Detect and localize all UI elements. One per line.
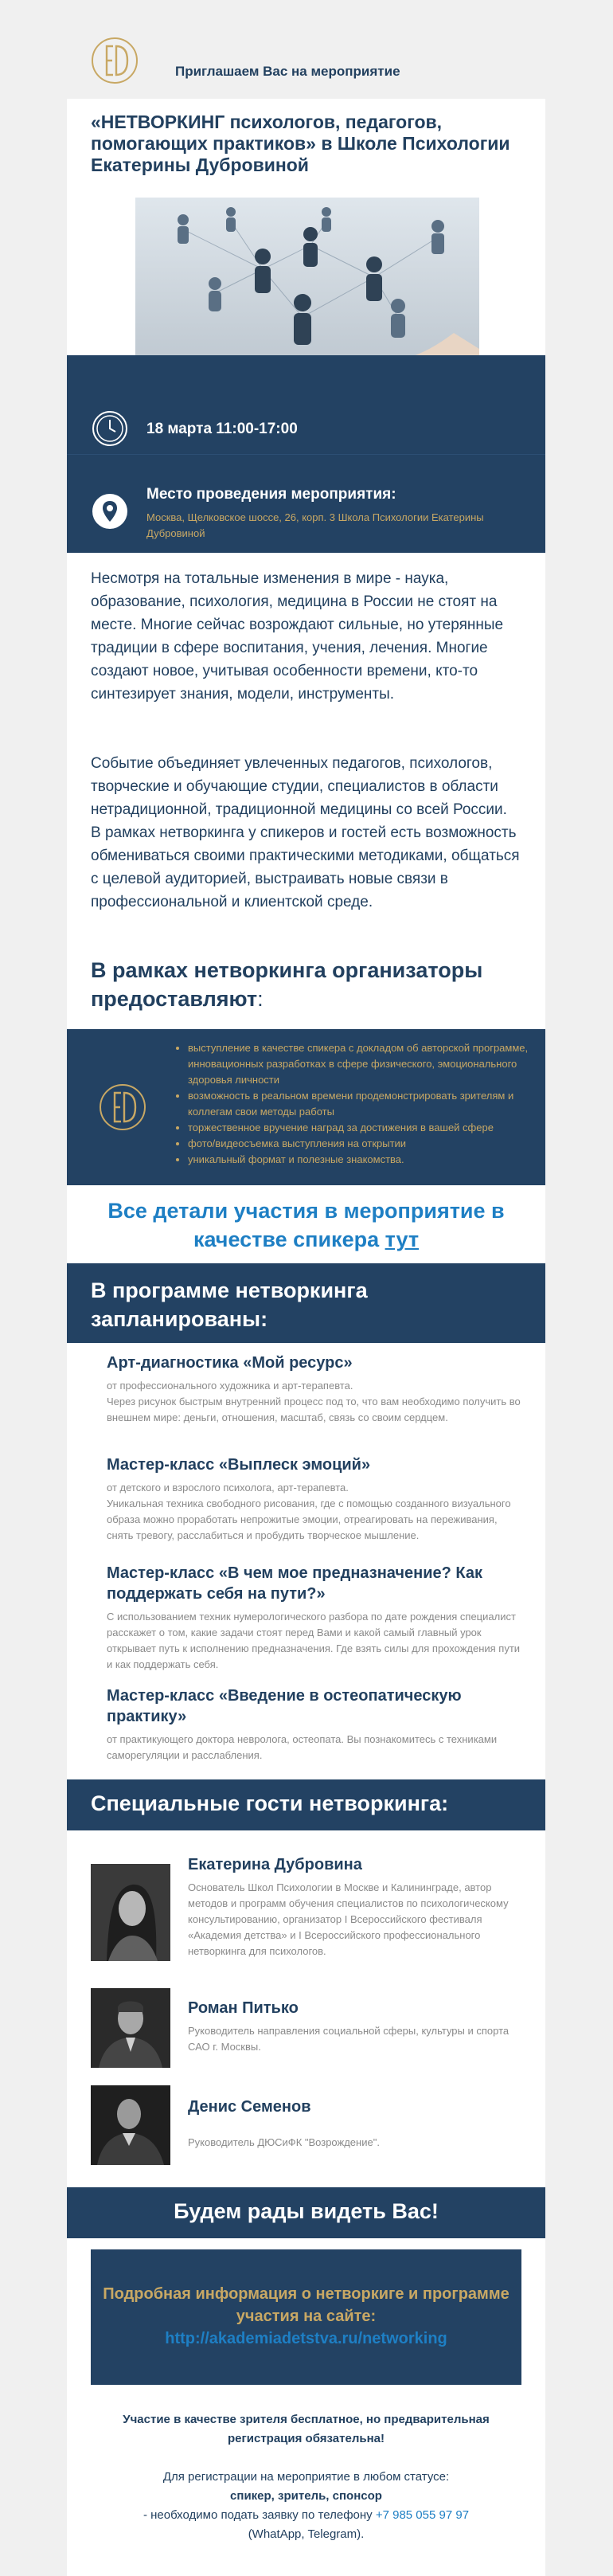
guests-heading-section	[67, 1779, 545, 1830]
registration-statuses-text: спикер, зритель, спонсор	[230, 2489, 382, 2503]
program-item-title: Мастер-класс «Введение в остеопатическую практику»	[107, 1687, 462, 1725]
description-section	[67, 553, 545, 1029]
guest-photo-avatar	[91, 2085, 170, 2165]
speaker-details	[67, 1196, 545, 1254]
event-title-section	[67, 99, 545, 355]
clock-icon	[91, 409, 129, 448]
benefit-item: • уникальный формат и полезные знакомства.	[188, 1152, 533, 1168]
benefit-item: • выступление в качестве спикера с докладом об авторской программе, инновационных разработках в сфере физического, эмоционального здоровья личности	[188, 1040, 533, 1088]
description-paragraph-2: Событие объединяет увлеченных педагогов, психологов, творческие и обучающие студии, специалистов в области нетрадиционной, традиционной медицины со всей России. В рамках нетворкинга у спикеров и гостей есть возможность обмениваться своими практическими методиками, общаться с целевой аудиторией, выстраивать новые связи в профессиональной и клиентской среде.	[91, 755, 520, 910]
registration-line: Для регистрации на мероприятие в любом статусе:	[162, 2470, 450, 2484]
guest-description: Руководитель направления социальной сферы, культуры и спорта САО г. Москвы.	[188, 2025, 510, 2053]
provide-heading-text: В рамках нетворкинга организаторы предоставляют	[91, 958, 483, 1011]
speaker-details-link[interactable]: тут	[385, 1227, 420, 1251]
program-item-text: от профессионального художника и арт-терапевта. Через рисунок быстрым внутренний процесс под то, что вам необходимо получить во внешнем мире: деньги, отношения, масштаб, связь со своим сердцем.	[107, 1380, 521, 1423]
guest-name: Денис Семенов	[188, 2098, 311, 2116]
site-info-text: Подробная информация о нетворкиге и программе участия на сайте:	[103, 2285, 510, 2325]
guest-name: Екатерина Дубровина	[188, 1856, 362, 1873]
program-item-text: от практикующего доктора невролога, остеопата. Вы познакомитесь с техниками саморегуляции и расслабления.	[107, 1733, 498, 1761]
event-title: «НЕТВОРКИНГ психологов, педагогов, помогающих практиков» в Школе Психологии Екатерины Дубровиной	[91, 112, 510, 175]
school-logo-icon	[97, 1082, 148, 1133]
place-title: Место проведения мероприятия:	[146, 486, 396, 503]
guest-name: Роман Питько	[188, 1999, 299, 2017]
event-datetime: 18 марта 11:00-17:00	[146, 421, 298, 437]
email-header	[67, 0, 545, 99]
header-title: Приглашаем Вас на мероприятие	[175, 64, 400, 79]
program-item-text: от детского и взрослого психолога, арт-терапевта. Уникальная техника свободного рисования, где с помощью созданного визуального образа можно проработать непрожитые эмоции, отреагировать на переживания, снять тревогу, расслабиться и пробудить творческое мышление.	[107, 1482, 511, 1541]
speaker-details-text: Все детали участия в мероприятие в качестве спикера	[107, 1199, 505, 1251]
guest-photo-avatar	[91, 1864, 170, 1961]
school-logo-icon	[89, 35, 140, 86]
benefits-list	[170, 1040, 533, 1168]
welcome-section	[67, 2187, 545, 2238]
guests-heading: Специальные гости нетворкинга:	[91, 1791, 449, 1815]
program-item-title: Арт-диагностика «Мой ресурс»	[107, 1354, 353, 1372]
site-info-link[interactable]: http://akademiadetstva.ru/networking	[165, 2330, 447, 2347]
program-item-text: С использованием техник нумерологического разбора по дате рождения специалист расскажет о том, какие задачи стоят перед Вами и какой самый главный урок открывает путь к исполнению предназначения. Где взять силы для прохождения пути и как поддержать себя.	[107, 1611, 521, 1670]
provide-heading	[91, 956, 521, 1013]
guest-photo-avatar	[91, 1988, 170, 2068]
registration-statuses	[99, 2487, 513, 2506]
speaker-details-section	[67, 1185, 545, 1263]
program-heading: В программе нетворкинга запланированы:	[91, 1278, 368, 1331]
benefits-section	[67, 1029, 545, 1185]
registration-section	[67, 2238, 545, 2576]
registration-phone-line	[99, 2506, 513, 2525]
description-paragraph-1: Несмотря на тотальные изменения в мире - наука, образование, психология, медицина в России не стоят на месте. Многие сейчас возрождают сильные, но утерянные традиции в сфере воспитания, учения, лечения. Многие создают новое, учитывая особенности времени, кто-то синтезирует знания, модели, инструменты.	[91, 570, 504, 703]
registration-info	[99, 2468, 513, 2544]
provide-heading-colon: :	[257, 987, 264, 1011]
guest-description: Основатель Школ Психологии в Москве и Калининграде, автор методов и программ обучения специалистов по психологическому консультированию, организатор I Всероссийского фестиваля «Академия детства» и I Всероссийского профессионального нетворкинга для психологов.	[188, 1881, 509, 1957]
site-info-box	[91, 2249, 521, 2385]
benefit-item: • торжественное вручение наград за достижения в вашей сфере	[188, 1120, 533, 1136]
free-participation-note: Участие в качестве зрителя бесплатное, но предварительная регистрация обязательна!	[123, 2413, 490, 2445]
registration-line: - необходимо подать заявку по телефону	[143, 2508, 376, 2522]
location-pin-icon	[91, 492, 129, 530]
place-address: Москва, Щелковское шоссе, 26, корп. 3 Школа Психологии Екатерины Дубровиной	[146, 511, 484, 539]
registration-line: (WhatApp, Telegram).	[248, 2527, 365, 2541]
program-item-title: Мастер-класс «В чем мое предназначение? Как поддержать себя на пути?»	[107, 1564, 483, 1603]
program-item-title: Мастер-класс «Выплеск эмоций»	[107, 1456, 371, 1474]
phone-link[interactable]: +7 985 055 97 97	[375, 2508, 470, 2522]
guests-section	[67, 1830, 545, 2187]
guest-description: Руководитель ДЮСиФК "Возрождение".	[188, 2136, 380, 2148]
welcome-text: Будем рады видеть Вас!	[174, 2199, 439, 2223]
program-section	[67, 1343, 545, 1779]
benefit-item: • возможность в реальном времени продемонстрировать зрителям и коллегам свои методы работы	[188, 1088, 533, 1120]
benefit-item: • фото/видеосъемка выступления на открытии	[188, 1136, 533, 1152]
info-divider	[67, 454, 545, 455]
program-heading-section	[67, 1263, 545, 1343]
event-info-section	[67, 355, 545, 553]
